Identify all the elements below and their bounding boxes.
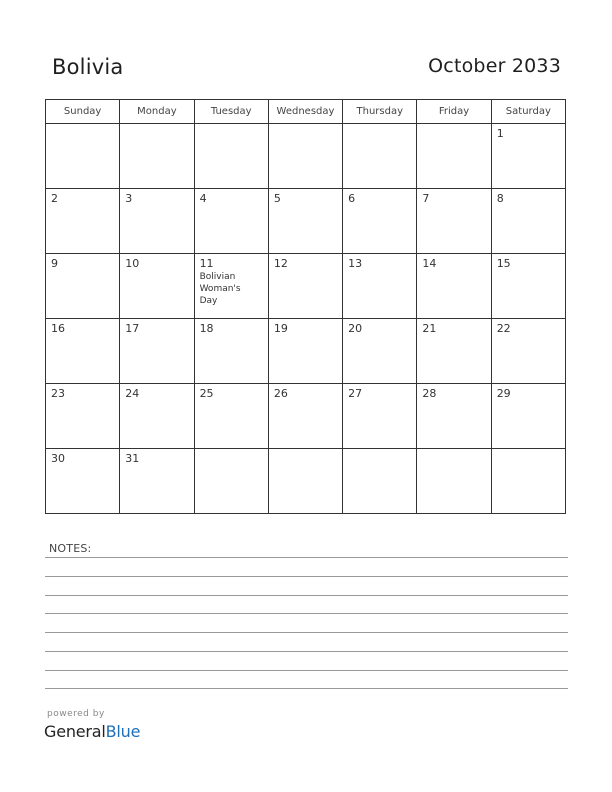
- day-number: [195, 449, 268, 452]
- day-number: 5: [273, 192, 281, 205]
- day-number: [343, 124, 416, 127]
- day-cell: [46, 254, 120, 319]
- day-cell: [46, 449, 120, 514]
- week-row: [46, 384, 566, 449]
- day-cell: [120, 319, 194, 384]
- note-line: [45, 632, 568, 633]
- day-number: [269, 449, 342, 452]
- day-number: [120, 124, 193, 127]
- day-number: 18: [199, 322, 214, 335]
- powered-by-text: powered by: [47, 709, 105, 719]
- brand-blue-text: Blue: [105, 722, 141, 741]
- note-line: [45, 651, 568, 652]
- day-cell: [268, 384, 342, 449]
- day-number: 31: [125, 452, 140, 465]
- day-number: 24: [125, 387, 140, 400]
- day-number: 25: [199, 387, 214, 400]
- day-cell: [343, 254, 417, 319]
- day-cell: [120, 449, 194, 514]
- day-number: 14: [422, 257, 437, 270]
- day-cell: [268, 254, 342, 319]
- weekday-tuesday: Tuesday: [194, 100, 268, 124]
- note-line: [45, 613, 568, 614]
- day-cell: [417, 254, 491, 319]
- day-number: [343, 449, 416, 452]
- day-number: 27: [348, 387, 363, 400]
- day-number: 12: [273, 257, 288, 270]
- day-cell: [120, 189, 194, 254]
- month-year-title: October 2033: [428, 55, 561, 77]
- day-cell: [46, 124, 120, 189]
- generalblue-logo[interactable]: [44, 722, 140, 741]
- brand-general-text: General: [44, 722, 106, 741]
- day-cell: [343, 449, 417, 514]
- weekday-thursday: Thursday: [343, 100, 417, 124]
- day-number: [492, 449, 565, 452]
- day-cell: [417, 384, 491, 449]
- day-cell: [194, 384, 268, 449]
- day-cell: [343, 384, 417, 449]
- day-number: 7: [422, 192, 430, 205]
- holiday-event: Bolivian Woman's Day: [199, 272, 241, 306]
- day-number: [269, 124, 342, 127]
- day-cell: [343, 189, 417, 254]
- day-cell: [120, 254, 194, 319]
- day-number: 20: [348, 322, 363, 335]
- day-cell: [46, 189, 120, 254]
- week-row: [46, 319, 566, 384]
- day-cell: [491, 124, 565, 189]
- day-number: 10: [125, 257, 140, 270]
- weekday-friday: Friday: [417, 100, 491, 124]
- note-line: [45, 595, 568, 596]
- day-number: [417, 449, 490, 452]
- note-line: [45, 688, 568, 689]
- day-cell: [194, 124, 268, 189]
- day-cell: [343, 124, 417, 189]
- day-number: 21: [422, 322, 437, 335]
- note-line: [45, 557, 568, 558]
- day-cell: [491, 189, 565, 254]
- day-cell: [120, 384, 194, 449]
- day-number: 15: [496, 257, 511, 270]
- week-row: [46, 189, 566, 254]
- day-cell: [194, 189, 268, 254]
- day-number: 3: [125, 192, 133, 205]
- week-row: [46, 254, 566, 319]
- day-number: 6: [348, 192, 356, 205]
- weekday-monday: Monday: [120, 100, 194, 124]
- day-cell: [417, 319, 491, 384]
- day-number: 22: [496, 322, 511, 335]
- day-number: 11: [199, 257, 214, 270]
- weekday-header-row: [46, 100, 566, 124]
- day-number: 30: [51, 452, 65, 465]
- week-row: [46, 449, 566, 514]
- country-title: Bolivia: [52, 55, 124, 79]
- day-number: 9: [51, 257, 58, 270]
- day-cell: [268, 189, 342, 254]
- day-cell: [417, 189, 491, 254]
- day-number: 23: [51, 387, 65, 400]
- day-cell: [268, 319, 342, 384]
- notes-label: NOTES:: [49, 542, 92, 555]
- day-number: 19: [273, 322, 288, 335]
- day-cell: [194, 254, 268, 319]
- weekday-sunday: Sunday: [46, 100, 120, 124]
- day-cell: [194, 319, 268, 384]
- day-number: 8: [496, 192, 504, 205]
- day-cell: [268, 124, 342, 189]
- day-cell: [491, 319, 565, 384]
- day-number: [195, 124, 268, 127]
- day-number: 29: [496, 387, 511, 400]
- day-number: 16: [51, 322, 65, 335]
- note-line: [45, 670, 568, 671]
- day-cell: [417, 449, 491, 514]
- day-number: 17: [125, 322, 140, 335]
- note-line: [45, 576, 568, 577]
- week-row: [46, 124, 566, 189]
- day-cell: [491, 449, 565, 514]
- day-number: 1: [496, 127, 504, 140]
- calendar-grid: [45, 99, 566, 514]
- weekday-wednesday: Wednesday: [268, 100, 342, 124]
- day-cell: [194, 449, 268, 514]
- day-cell: [491, 254, 565, 319]
- day-number: 4: [199, 192, 207, 205]
- day-cell: [491, 384, 565, 449]
- day-number: 26: [273, 387, 288, 400]
- day-cell: [268, 449, 342, 514]
- day-cell: [417, 124, 491, 189]
- day-cell: [343, 319, 417, 384]
- day-number: 13: [348, 257, 363, 270]
- day-cell: [120, 124, 194, 189]
- day-number: [417, 124, 490, 127]
- weekday-saturday: Saturday: [491, 100, 565, 124]
- day-cell: [46, 384, 120, 449]
- day-number: 2: [51, 192, 58, 205]
- day-cell: [46, 319, 120, 384]
- day-number: 28: [422, 387, 437, 400]
- day-number: [46, 124, 119, 127]
